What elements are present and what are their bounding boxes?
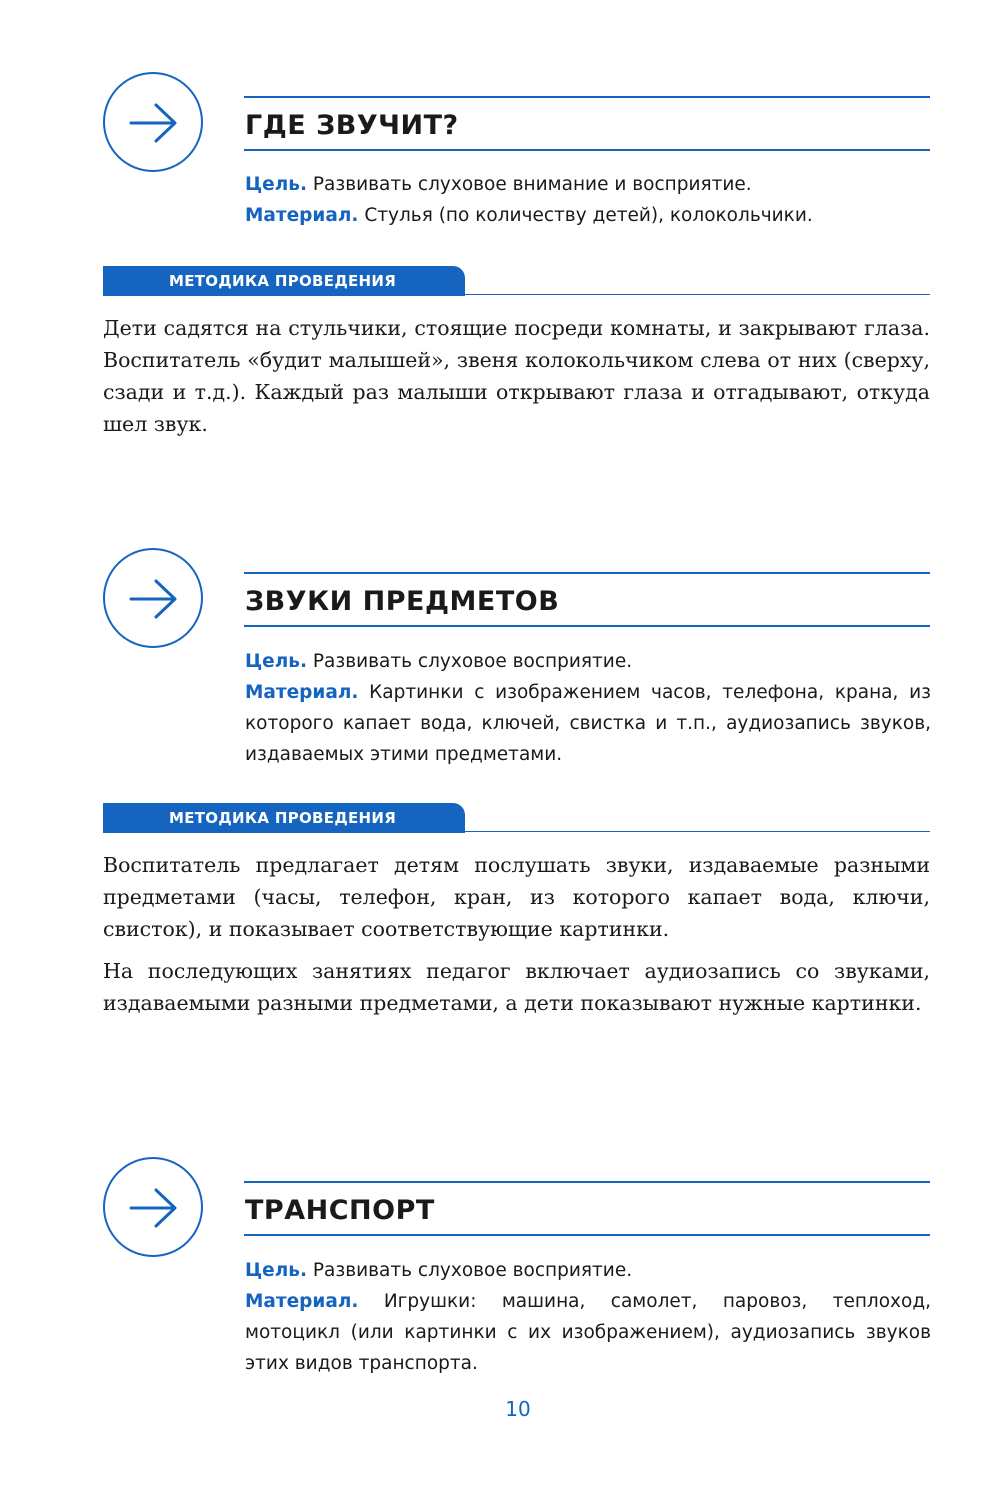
title-rule-top bbox=[244, 96, 930, 98]
method-banner bbox=[103, 266, 930, 298]
method-text bbox=[103, 312, 930, 450]
goal-line bbox=[245, 646, 931, 677]
material-line bbox=[245, 677, 931, 770]
goal-text: Развивать слуховое внимание и восприятие. bbox=[307, 174, 752, 195]
arrow-right-icon bbox=[129, 576, 179, 622]
goal-label: Цель. bbox=[245, 174, 307, 195]
method-paragraph: На последующих занятиях педагог включает аудиозапись со звуками, издаваемыми разными предметами, а дети показывают нужные картинки. bbox=[103, 959, 930, 1015]
material-line bbox=[245, 200, 931, 231]
title-rule-top bbox=[244, 1181, 930, 1183]
goal-material-block bbox=[245, 169, 931, 231]
method-label: МЕТОДИКА ПРОВЕДЕНИЯ bbox=[169, 809, 397, 827]
goal-material-block bbox=[245, 646, 931, 770]
material-line bbox=[245, 1286, 931, 1379]
goal-text: Развивать слуховое восприятие. bbox=[307, 1260, 633, 1281]
page-number: 10 bbox=[505, 1397, 531, 1421]
method-paragraph: Дети садятся на стульчики, стоящие посреди комнаты, и закрывают глаза. Воспитатель «будит малышей», звеня колокольчиком слева от них (сверху, сзади и т.д.). Каждый раз малыши открывают глаза и отгадывают, откуда шел звук. bbox=[103, 316, 930, 436]
title-rule-bottom bbox=[244, 1234, 930, 1236]
section-title: ЗВУКИ ПРЕДМЕТОВ bbox=[245, 586, 560, 617]
arrow-right-icon bbox=[129, 1185, 179, 1231]
material-label: Материал. bbox=[245, 1291, 359, 1312]
goal-text: Развивать слуховое восприятие. bbox=[307, 651, 633, 672]
goal-material-block bbox=[245, 1255, 931, 1379]
method-banner bbox=[103, 803, 930, 835]
goal-line bbox=[245, 1255, 931, 1286]
arrow-circle-icon bbox=[103, 1157, 203, 1257]
goal-line bbox=[245, 169, 931, 200]
material-text: Стулья (по количеству детей), колокольчики. bbox=[358, 205, 813, 226]
arrow-circle-icon bbox=[103, 72, 203, 172]
method-label: МЕТОДИКА ПРОВЕДЕНИЯ bbox=[169, 272, 397, 290]
goal-label: Цель. bbox=[245, 1260, 307, 1281]
goal-label: Цель. bbox=[245, 651, 307, 672]
arrow-circle-icon bbox=[103, 548, 203, 648]
method-paragraph: Воспитатель предлагает детям послушать звуки, издаваемые разными предметами (часы, телефон, кран, из которого капает вода, ключи, свисток), и показывает соответствующие картинки. bbox=[103, 853, 930, 941]
section-title: ТРАНСПОРТ bbox=[245, 1195, 435, 1226]
material-label: Материал. bbox=[245, 205, 359, 226]
material-text: Игрушки: машина, самолет, паровоз, теплоход, мотоцикл (или картинки с их изображением), аудиозапись звуков этих видов транспорта. bbox=[245, 1291, 931, 1374]
arrow-right-icon bbox=[129, 100, 179, 146]
title-rule-bottom bbox=[244, 149, 930, 151]
section-title: ГДЕ ЗВУЧИТ? bbox=[245, 110, 459, 141]
material-label: Материал. bbox=[245, 682, 359, 703]
method-text bbox=[103, 849, 930, 1029]
title-rule-bottom bbox=[244, 625, 930, 627]
title-rule-top bbox=[244, 572, 930, 574]
material-text: Картинки с изображением часов, телефона, крана, из которого капает вода, ключей, свистка и т.п., аудиозапись звуков, издаваемых этими предметами. bbox=[245, 682, 931, 765]
